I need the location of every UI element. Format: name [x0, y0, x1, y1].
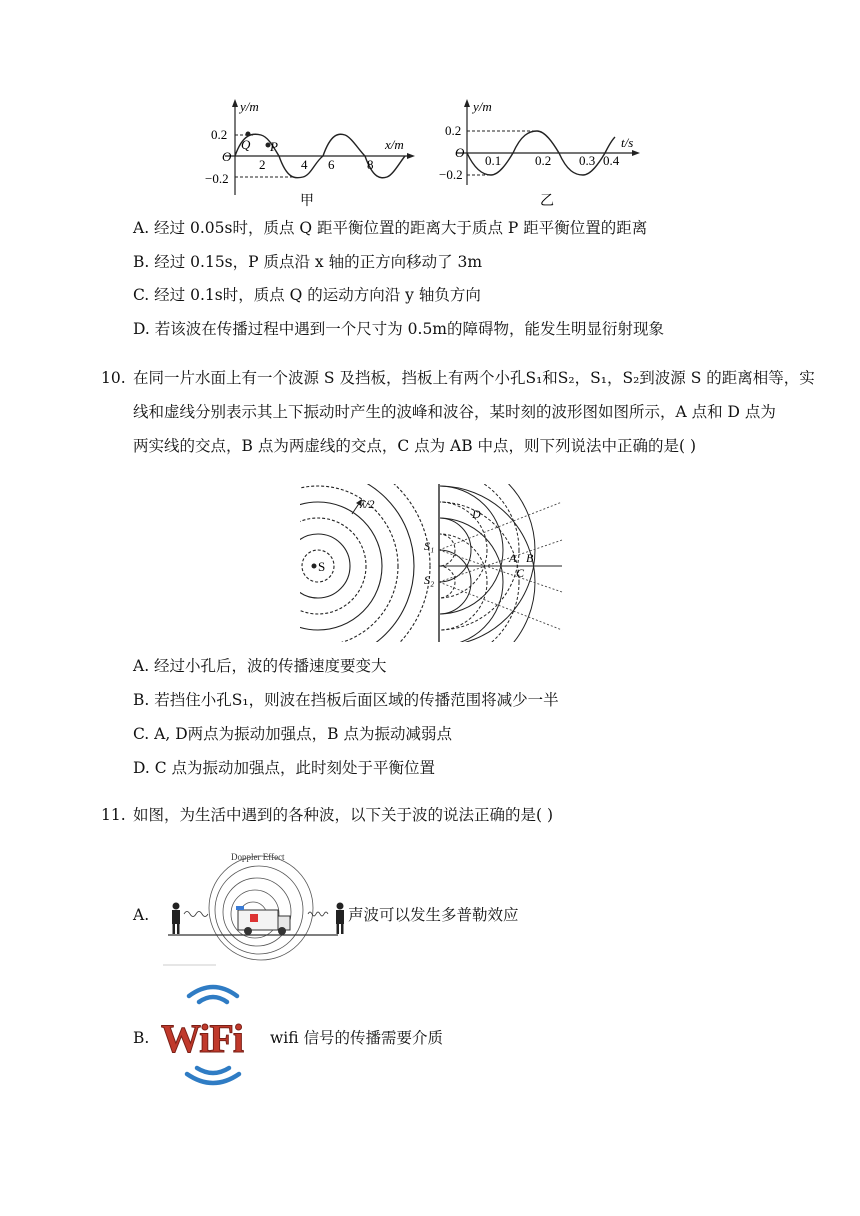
q11-option-a-text[interactable]: 声波可以发生多普勒效应 — [348, 906, 519, 924]
jia-tick-y-bottom: −0.2 — [205, 171, 229, 186]
q10-option-d[interactable]: D. C 点为振动加强点，此时刻处于平衡位置 — [133, 759, 436, 777]
label-s2: S₂ — [424, 573, 435, 587]
q10-interference-figure — [300, 484, 570, 642]
jia-ylabel: y/m — [240, 99, 259, 114]
doppler-title: Doppler Effect — [231, 852, 285, 862]
label-lambda-half: λ/2 — [360, 497, 375, 511]
yi-ylabel: y/m — [473, 99, 492, 114]
q11-option-b-text[interactable]: wifi 信号的传播需要介质 — [270, 1029, 443, 1047]
label-point-b: B — [526, 551, 534, 565]
jia-tick-y-top: 0.2 — [211, 127, 228, 142]
source-dot — [312, 564, 317, 569]
label-s1: S₁ — [424, 539, 435, 553]
q10-stem-line1: 在同一片水面上有一个波源 S 及挡板，挡板上有两个小孔S₁和S₂，S₁，S₂到波源 S 的距离相等，实 — [133, 369, 815, 387]
yi-tick-x-2: 0.2 — [535, 153, 552, 168]
q10-stem-line3: 两实线的交点，B 点为两虚线的交点，C 点为 AB 中点，则下列说法中正确的是( ) — [133, 437, 697, 455]
person-left-icon — [172, 903, 180, 935]
label-point-a: A — [509, 551, 517, 565]
yi-tick-x-1: 0.1 — [485, 153, 502, 168]
q9-option-c[interactable]: C. 经过 0.1s时，质点 Q 的运动方向沿 y 轴负方向 — [133, 286, 481, 304]
person-right-icon — [336, 903, 344, 935]
q11-stem: 如图，为生活中遇到的各种波，以下关于波的说法正确的是( ) — [133, 806, 554, 824]
yi-tick-x-4: 0.4 — [603, 153, 620, 168]
wifi-logo-text: WiFi — [161, 1016, 243, 1061]
q10-option-b[interactable]: B. 若挡住小孔S₁，则波在挡板后面区域的传播范围将减少一半 — [133, 691, 559, 709]
wave-graph-jia — [205, 99, 415, 209]
yi-origin: O — [455, 145, 465, 160]
jia-label-q: Q — [241, 137, 251, 152]
q11-option-b-letter[interactable]: B. — [133, 1029, 150, 1047]
label-point-c: C — [516, 566, 525, 580]
ambulance-icon — [236, 906, 290, 935]
q9-wave-figures — [195, 95, 655, 210]
q10-option-c[interactable]: C. A, D两点为振动加强点，B 点为振动减弱点 — [133, 725, 452, 743]
point-q-dot — [246, 132, 251, 137]
label-source-s: S — [318, 559, 326, 574]
yi-tick-y-bottom: −0.2 — [439, 167, 463, 182]
wifi-logo-image — [157, 984, 269, 1088]
q11-option-a-letter[interactable]: A. — [133, 906, 150, 924]
jia-origin: O — [222, 149, 232, 164]
q10-number: 10. — [101, 369, 126, 387]
jia-caption: 甲 — [300, 194, 314, 209]
yi-tick-x-3: 0.3 — [579, 153, 596, 168]
q11-number: 11. — [101, 806, 126, 824]
doppler-effect-image — [158, 848, 348, 968]
q10-option-a[interactable]: A. 经过小孔后，波的传播速度要变大 — [133, 657, 387, 675]
yi-xlabel: t/s — [621, 135, 634, 150]
jia-tick-x-6: 6 — [328, 157, 335, 172]
jia-label-p: P — [270, 139, 278, 154]
q9-option-d[interactable]: D. 若该波在传播过程中遇到一个尺寸为 0.5m的障碍物，能发生明显衍射现象 — [133, 320, 665, 338]
wave-graph-yi — [439, 99, 640, 209]
jia-tick-x-8: 8 — [367, 157, 374, 172]
label-point-d: D — [472, 507, 481, 521]
q10-stem-line2: 线和虚线分别表示其上下振动时产生的波峰和波谷，某时刻的波形图如图所示，A 点和 D 点为 — [133, 403, 776, 421]
q9-option-b[interactable]: B. 经过 0.15s，P 质点沿 x 轴的正方向移动了 3m — [133, 253, 483, 271]
jia-tick-x-4: 4 — [301, 157, 308, 172]
yi-tick-y-top: 0.2 — [445, 123, 462, 138]
jia-tick-x-2: 2 — [259, 157, 266, 172]
jia-xlabel: x/m — [385, 137, 404, 152]
q9-option-a[interactable]: A. 经过 0.05s时，质点 Q 距平衡位置的距离大于质点 P 距平衡位置的距离 — [133, 219, 648, 237]
yi-caption: 乙 — [540, 194, 554, 209]
